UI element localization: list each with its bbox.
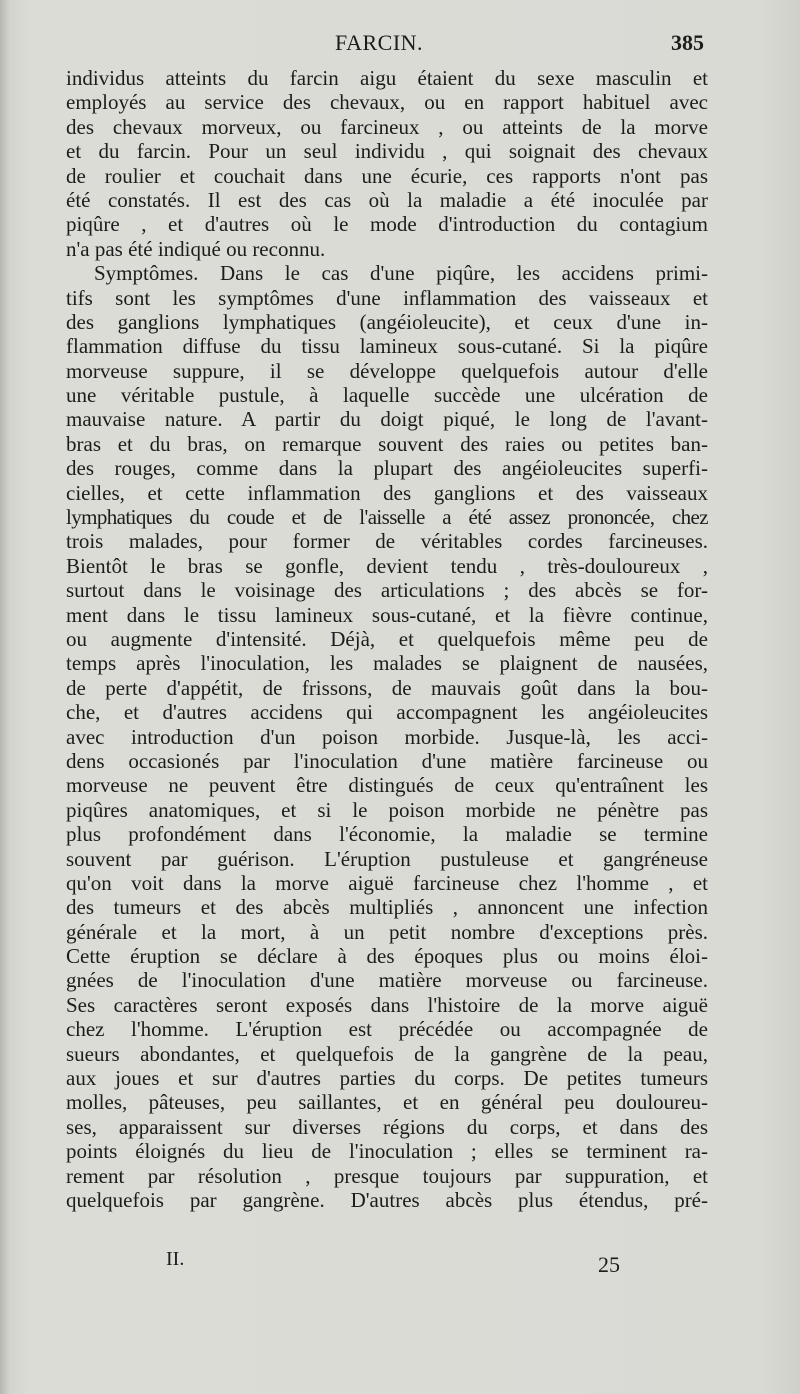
text-line: avec introduction d'un poison morbide. Jusque-là, les acci-: [66, 724, 708, 749]
text-line: de perte d'appétit, de frissons, de mauvais goût dans la bou-: [66, 675, 708, 700]
text-line: des rouges, comme dans la plupart des angéioleucites superfi-: [66, 456, 708, 481]
text-line: Cette éruption se déclare à des époques plus ou moins éloi-: [66, 944, 708, 969]
text-line: ou augmente d'intensité. Déjà, et quelquefois même peu de: [66, 626, 708, 651]
text-line: ses, apparaissent sur diverses régions du corps, et dans des: [66, 1114, 708, 1139]
text-line: Bientôt le bras se gonfle, devient tendu , très-douloureux ,: [66, 553, 708, 578]
text-line: plus profondément dans l'économie, la maladie se termine: [66, 822, 708, 847]
text-line: aux joues et sur d'autres parties du corps. De petites tumeurs: [66, 1066, 708, 1091]
text-line: morveuse suppure, il se développe quelquefois autour d'elle: [66, 358, 708, 383]
text-line: lymphatiques du coude et de l'aisselle a été assez prononcée, chez: [66, 505, 708, 530]
text-line: quelquefois par gangrène. D'autres abcès plus étendus, pré-: [66, 1187, 708, 1212]
text-line: employés au service des chevaux, ou en rapport habituel avec: [66, 90, 708, 115]
page-number: 385: [671, 30, 704, 55]
text-line: molles, pâteuses, peu saillantes, et en général peu douloureu-: [66, 1090, 708, 1115]
signature-mark: II.: [166, 1248, 185, 1270]
text-line: n'a pas été indiqué ou reconnu.: [66, 236, 326, 261]
text-line: gnées de l'inoculation d'une matière morveuse ou farcineuse.: [66, 968, 708, 993]
text-line: trois malades, pour former de véritables cordes farcineuses.: [66, 529, 708, 554]
text-line: sueurs abondantes, et quelquefois de la gangrène de la peau,: [66, 1041, 708, 1066]
text-line: de roulier et couchait dans une écurie, ces rapports n'ont pas: [66, 163, 708, 188]
text-line: et du farcin. Pour un seul individu , qui soignait des chevaux: [66, 139, 708, 164]
text-line: rement par résolution , presque toujours par suppuration, et: [66, 1163, 708, 1188]
text-line: Symptômes. Dans le cas d'une piqûre, les accidens primi-: [94, 261, 708, 286]
text-line: qu'on voit dans la morve aiguë farcineuse chez l'homme , et: [66, 870, 708, 895]
text-line: individus atteints du farcin aigu étaient du sexe masculin et: [66, 66, 708, 90]
body-text: [66, 66, 708, 1212]
text-line: une véritable pustule, à laquelle succède une ulcération de: [66, 383, 708, 408]
running-title: FARCIN.: [335, 30, 424, 55]
text-line: che, et d'autres accidens qui accompagnent les angéioleucites: [66, 700, 708, 725]
text-line: mauvaise nature. A partir du doigt piqué, le long de l'avant-: [66, 407, 708, 432]
text-line: bras et du bras, on remarque souvent des raies ou petites ban-: [66, 431, 708, 456]
text-line: surtout dans le voisinage des articulations ; des abcès se for-: [66, 578, 708, 603]
text-line: chez l'homme. L'éruption est précédée ou accompagnée de: [66, 1017, 708, 1042]
text-line: piqûres anatomiques, et si le poison morbide ne pénètre pas: [66, 797, 708, 822]
text-line: des ganglions lymphatiques (angéioleucite), et ceux d'une in-: [66, 309, 708, 334]
text-line: cielles, et cette inflammation des ganglions et des vaisseaux: [66, 480, 708, 505]
page-header: [0, 30, 800, 60]
text-line: été constatés. Il est des cas où la maladie a été inoculée par: [66, 187, 708, 212]
text-line: Ses caractères seront exposés dans l'histoire de la morve aiguë: [66, 992, 708, 1017]
text-line: points éloignés du lieu de l'inoculation ; elles se terminent ra-: [66, 1139, 708, 1164]
text-line: souvent par guérison. L'éruption pustuleuse et gangréneuse: [66, 846, 708, 871]
text-line: des tumeurs et des abcès multipliés , annoncent une infection: [66, 895, 708, 920]
page-footer: [0, 1248, 800, 1278]
text-line: piqûre , et d'autres où le mode d'introduction du contagium: [66, 212, 708, 237]
text-line: ment dans le tissu lamineux sous-cutané, et la fièvre continue,: [66, 602, 708, 627]
text-line: temps après l'inoculation, les malades se plaignent de nausées,: [66, 651, 708, 676]
text-line: morveuse ne peuvent être distingués de ceux qu'entraînent les: [66, 773, 708, 798]
text-line: des chevaux morveux, ou farcineux , ou atteints de la morve: [66, 114, 708, 139]
text-line: dens occasionés par l'inoculation d'une matière farcineuse ou: [66, 748, 708, 773]
text-line: générale et la mort, à un petit nombre d'exceptions près.: [66, 919, 708, 944]
folio-number: 25: [598, 1252, 620, 1277]
text-line: flammation diffuse du tissu lamineux sous-cutané. Si la piqûre: [66, 334, 708, 359]
text-line: tifs sont les symptômes d'une inflammation des vaisseaux et: [66, 285, 708, 310]
